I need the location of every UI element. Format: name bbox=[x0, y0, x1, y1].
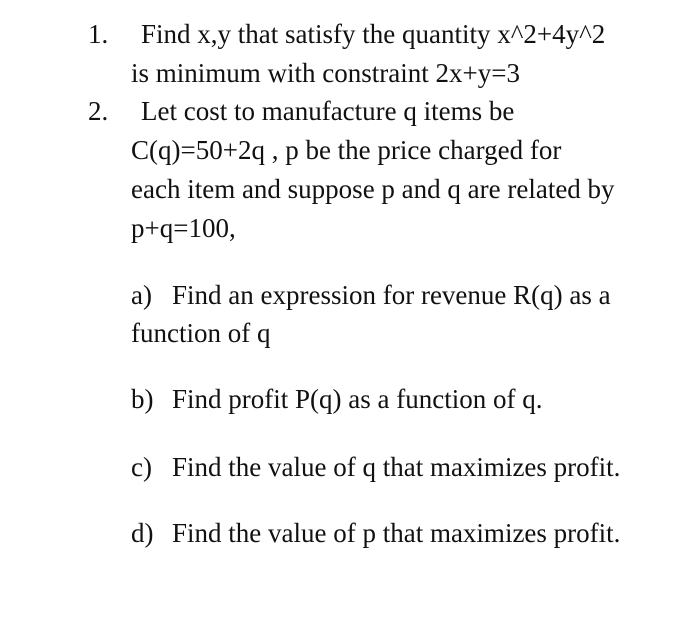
part-b-letter: b) bbox=[131, 384, 154, 414]
part-d-letter: d) bbox=[131, 518, 154, 548]
part-d-line-1: Find the value of p that maximizes profit. bbox=[172, 518, 621, 548]
part-c-line-1: Find the value of q that maximizes profit. bbox=[172, 452, 621, 482]
part-a-line-1: Find an expression for revenue R(q) as a bbox=[172, 280, 611, 310]
question-2-number: 2. bbox=[88, 96, 109, 126]
question-2-line-2: C(q)=50+2q , p be the price charged for bbox=[131, 135, 562, 165]
part-a-letter: a) bbox=[131, 280, 152, 310]
question-2-line-3: each item and suppose p and q are related by bbox=[131, 174, 615, 204]
question-2-line-1: Let cost to manufacture q items be bbox=[141, 96, 515, 126]
question-2-line-4: p+q=100, bbox=[131, 213, 236, 243]
question-1-line-1: Find x,y that satisfy the quantity x^2+4y^2 bbox=[141, 19, 606, 49]
question-1-line-2: is minimum with constraint 2x+y=3 bbox=[131, 58, 520, 88]
part-b-line-1: Find profit P(q) as a function of q. bbox=[172, 384, 543, 414]
question-1-number: 1. bbox=[88, 19, 109, 49]
part-c-letter: c) bbox=[131, 452, 152, 482]
part-a-line-2: function of q bbox=[131, 318, 271, 348]
